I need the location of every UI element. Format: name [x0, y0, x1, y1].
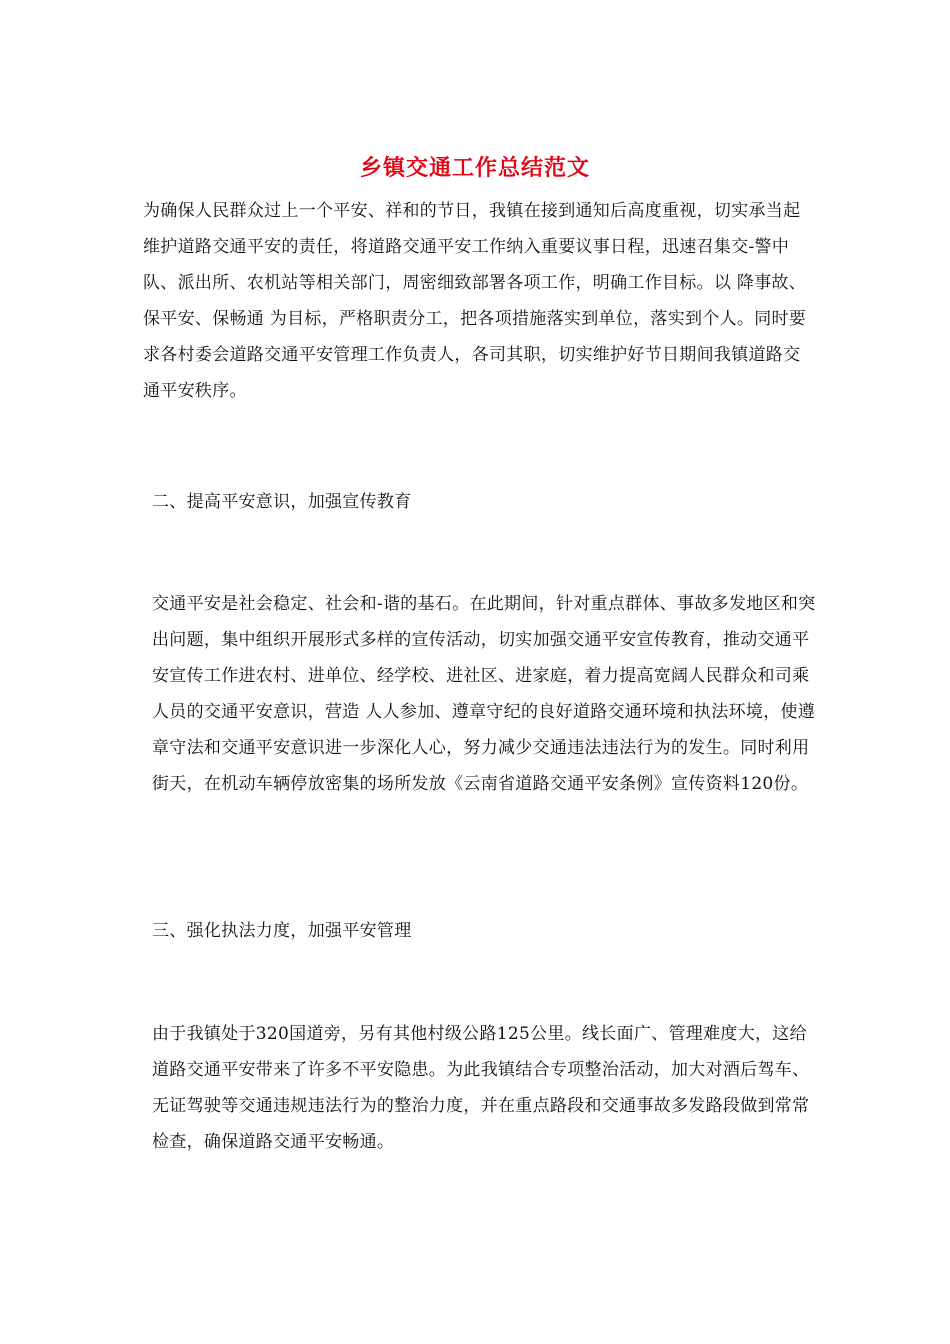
section-heading-3: 三、强化执法力度，加强平安管理 [152, 921, 412, 941]
document-title: 乡镇交通工作总结范文 [359, 155, 590, 181]
paragraph-intro: 为确保人民群众过上一个平安、祥和的节日，我镇在接到通知后高度重视，切实承当起维护道路交通平安的责任，将道路交通平安工作纳入重要议事日程，迅速召集交-警中队、派出所、农机站等相关部门，周密细致部署各项工作，明确工作目标。以 降事故、保平安、保畅通 为目标，严格职责分工，把各项措施落实到单位，落实到个人。同时要求各村委会道路交通平安管理工作负责人，各司其职，切实维护好节日期间我镇道路交通平安秩序。 [143, 201, 807, 401]
paragraph-section-2: 交通平安是社会稳定、社会和-谐的基石。在此期间，针对重点群体、事故多发地区和突出问题，集中组织开展形式多样的宣传活动，切实加强交通平安宣传教育，推动交通平安宣传工作进农村、进单位、经学校、进社区、进家庭，着力提高宽阔人民群众和司乘人员的交通平安意识，营造 人人参加、遵章守纪的良好道路交通环境和执法环境，使遵章守法和交通平安意识进一步深化人心，努力减少交通违法违法行为的发生。同时利用街天，在机动车辆停放密集的场所发放《云南省道路交通平安条例》宣传资料120份。 [152, 594, 816, 794]
section-heading-2: 二、提高平安意识，加强宣传教育 [152, 492, 412, 512]
paragraph-section-3: 由于我镇处于320国道旁，另有其他村级公路125公里。线长面广、管理难度大，这给道路交通平安带来了许多不平安隐患。为此我镇结合专项整治活动，加大对酒后驾车、无证驾驶等交通违规违法行为的整治力度，并在重点路段和交通事故多发路段做到常常检查，确保道路交通平安畅通。 [152, 1024, 810, 1152]
